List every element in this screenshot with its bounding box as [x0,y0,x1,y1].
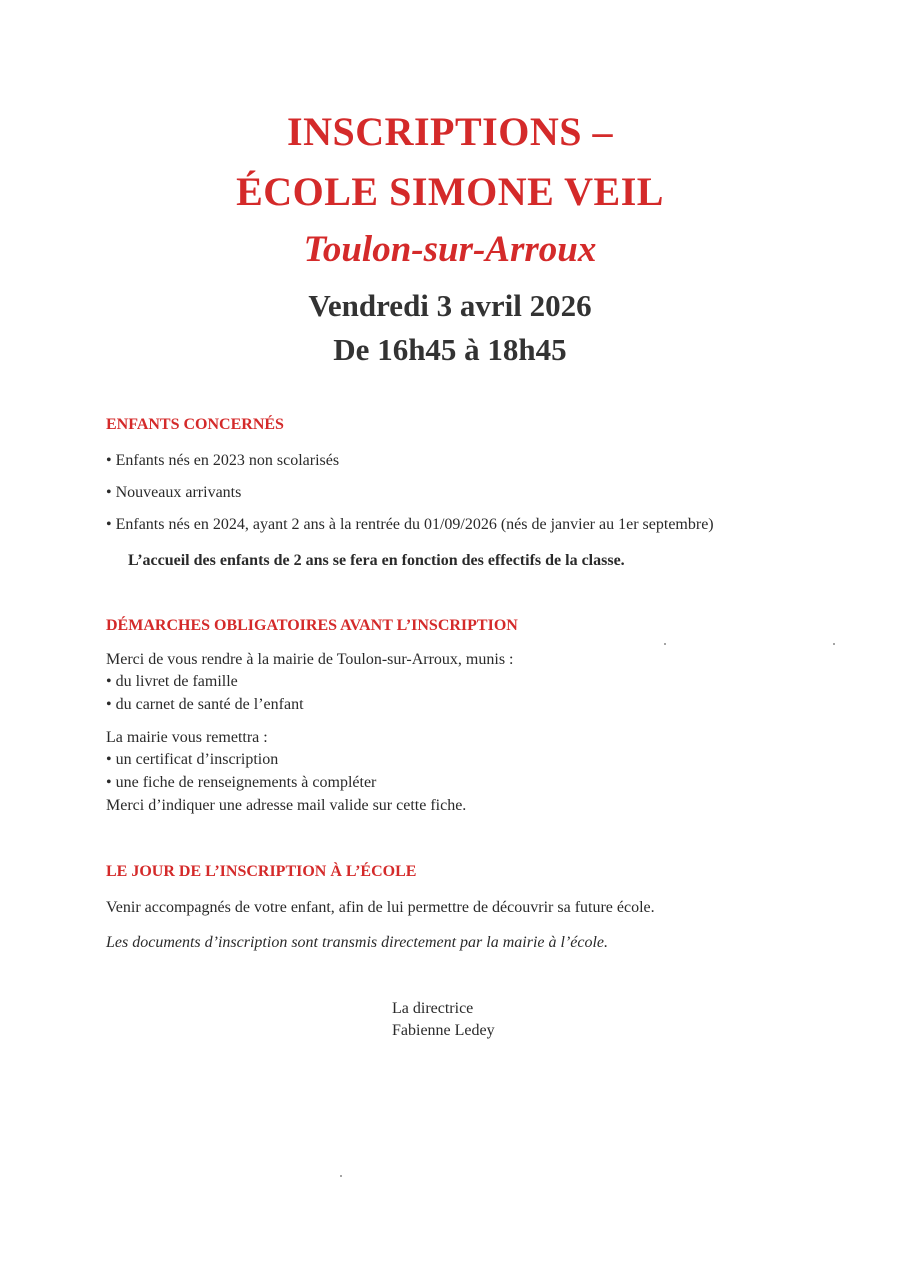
title-town: Toulon-sur-Arroux [303,229,597,270]
event-date: Vendredi 3 avril 2026 [308,288,592,323]
documents-note: Les documents d’inscription sont transmis directement par la mairie à l’école. [106,934,609,951]
scan-speck [833,643,835,645]
registration-day-text: Venir accompagnés de votre enfant, afin de lui permettre de découvrir sa future école. [106,899,655,916]
two-year-old-note: L’accueil des enfants de 2 ans se fera en fonction des effectifs de la classe. [128,552,625,569]
heading-children-concerned: ENFANTS CONCERNÉS [106,416,284,433]
email-note: Merci d’indiquer une adresse mail valide sur cette fiche. [106,797,467,814]
list-item: • du livret de famille [106,673,238,690]
list-item: • Enfants nés en 2024, ayant 2 ans à la rentrée du 01/09/2026 (nés de janvier au 1er septembre) [106,516,714,533]
steps-intro: Merci de vous rendre à la mairie de Toulon-sur-Arroux, munis : [106,651,514,668]
list-item: • Enfants nés en 2023 non scolarisés [106,452,340,469]
heading-mandatory-steps: DÉMARCHES OBLIGATOIRES AVANT L’INSCRIPTION [106,617,518,634]
event-time: De 16h45 à 18h45 [333,332,567,367]
signature-name: Fabienne Ledey [392,1022,495,1039]
list-item: • du carnet de santé de l’enfant [106,696,304,713]
scan-speck [664,643,666,645]
scan-speck [340,1175,342,1177]
receive-intro: La mairie vous remettra : [106,729,268,746]
list-item: • un certificat d’inscription [106,751,279,768]
list-item: • une fiche de renseignements à compléter [106,774,377,791]
signature-role: La directrice [392,1000,474,1017]
title-inscriptions: INSCRIPTIONS – [287,109,613,154]
heading-registration-day: LE JOUR DE L’INSCRIPTION À L’ÉCOLE [106,863,417,880]
list-item: • Nouveaux arrivants [106,484,242,501]
title-school-name: ÉCOLE SIMONE VEIL [236,169,664,214]
